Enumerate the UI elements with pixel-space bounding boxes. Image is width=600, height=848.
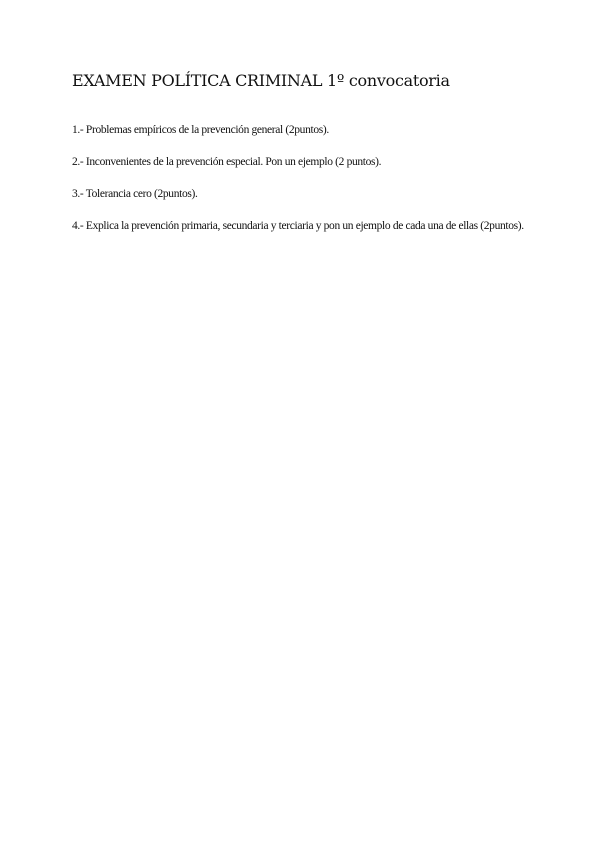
question-list bbox=[72, 123, 532, 251]
question-item: 1.- Problemas empíricos de la prevención general (2puntos). bbox=[72, 124, 329, 136]
question-item: 3.- Tolerancia cero (2puntos). bbox=[72, 188, 198, 200]
exam-title: EXAMEN POLÍTICA CRIMINAL 1º convocatoria bbox=[72, 71, 450, 90]
question-item: 2.- Inconvenientes de la prevención especial. Pon un ejemplo (2 puntos). bbox=[72, 156, 382, 168]
question-item: 4.- Explica la prevención primaria, secundaria y terciaria y pon un ejemplo de cada una de ellas (2puntos). bbox=[72, 220, 524, 232]
